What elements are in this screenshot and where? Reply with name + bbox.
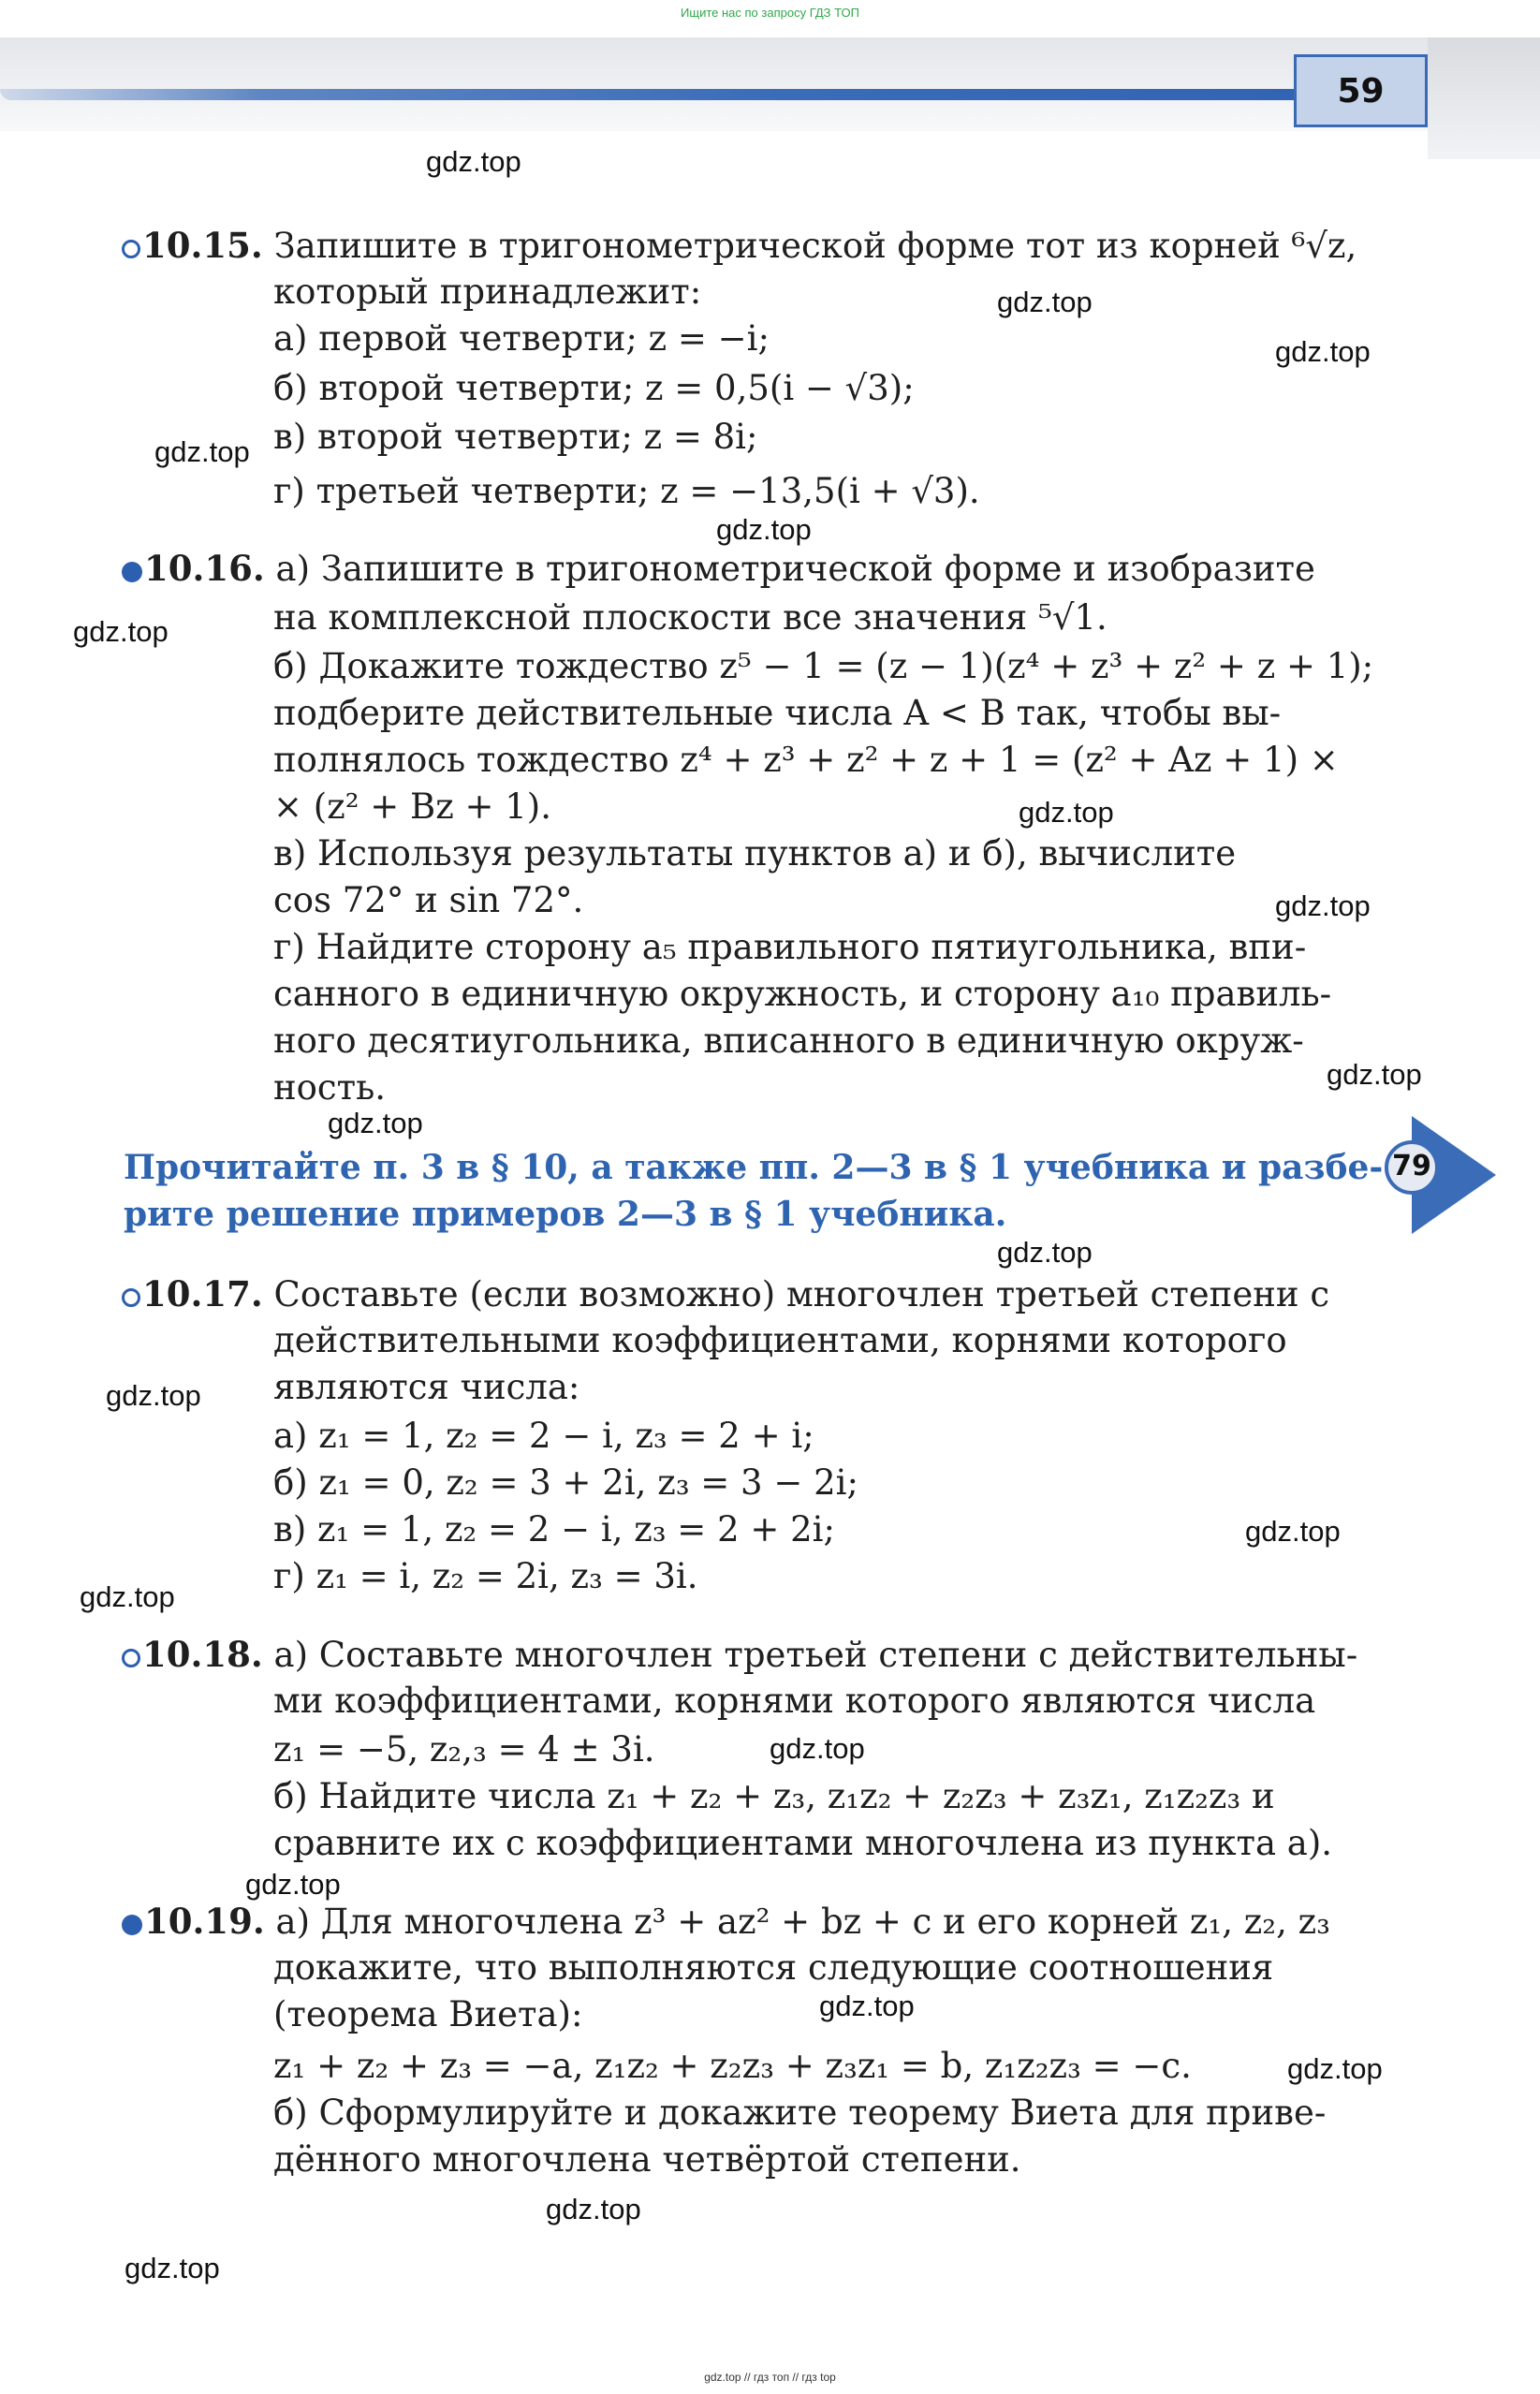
watermark: gdz.top	[245, 1868, 341, 1901]
problem-10-18-line-1	[122, 1634, 1357, 1676]
problem-10-16-line-4: подберите действительные числа A < B так, чтобы вы-	[273, 693, 1282, 733]
reading-note-line-1: Прочитайте п. 3 в § 10, а также пп. 2—3 в § 1 учебника и разбе-	[124, 1148, 1384, 1187]
watermark: gdz.top	[1019, 796, 1114, 829]
problem-10-17-line-3: являются числа:	[273, 1367, 580, 1407]
watermark: gdz.top	[997, 1236, 1093, 1269]
problem-number: 10.15.	[142, 225, 263, 266]
problem-10-16-line-5: полнялось тождество z⁴ + z³ + z² + z + 1 = (z² + Az + 1) ×	[273, 740, 1339, 780]
problem-10-16-line-3: б) Докажите тождество z⁵ − 1 = (z − 1)(z⁴ + z³ + z² + z + 1);	[273, 646, 1374, 686]
watermark: gdz.top	[1287, 2052, 1383, 2085]
problem-number: 10.17.	[142, 1273, 263, 1314]
problem-10-18-line-2: ми коэффициентами, корнями которого являются числа	[273, 1681, 1316, 1721]
problem-10-17-line-2: действительными коэффициентами, корнями которого	[273, 1320, 1287, 1360]
problem-text: Составьте (если возможно) многочлен третьей степени с	[273, 1274, 1330, 1314]
top-banner[interactable]: Ищите нас по запросу ГДЗ ТОП	[681, 6, 859, 20]
side-marker-number: 79	[1392, 1150, 1431, 1182]
problem-text: Запишите в тригонометрической форме тот из корней ⁶√z,	[273, 226, 1357, 266]
problem-10-15-line-2: который принадлежит:	[273, 272, 702, 312]
problem-10-15-item-c: в) второй четверти; z = 8i;	[273, 417, 758, 457]
watermark: gdz.top	[1275, 335, 1371, 368]
reading-note-line-2: рите решение примеров 2—3 в § 1 учебника.	[124, 1195, 1007, 1234]
problem-text: а) Для многочлена z³ + az² + bz + c и его корней z₁, z₂, z₃	[275, 1902, 1330, 1942]
filled-circle-icon	[122, 1915, 142, 1935]
problem-number: 10.16.	[144, 548, 265, 589]
watermark: gdz.top	[80, 1580, 175, 1613]
problem-10-19-line-4: z₁ + z₂ + z₃ = −a, z₁z₂ + z₂z₃ + z₃z₁ = b, z₁z₂z₃ = −c.	[273, 2046, 1192, 2086]
problem-10-19-line-3: (теорема Виета):	[273, 1994, 583, 2034]
watermark: gdz.top	[997, 286, 1093, 318]
watermark: gdz.top	[716, 513, 812, 546]
watermark: gdz.top	[125, 2252, 220, 2284]
watermark: gdz.top	[819, 1990, 915, 2022]
watermark: gdz.top	[770, 1732, 865, 1765]
problem-10-16-line-2: на комплексной плоскости все значения ⁵√1.	[273, 597, 1107, 638]
problem-10-18-line-4: б) Найдите числа z₁ + z₂ + z₃, z₁z₂ + z₂z₃ + z₃z₁, z₁z₂z₃ и	[273, 1776, 1275, 1816]
problem-10-16-line-9: г) Найдите сторону a₅ правильного пятиугольника, впи-	[273, 927, 1307, 967]
watermark: gdz.top	[73, 615, 169, 648]
problem-10-17-item-b: б) z₁ = 0, z₂ = 3 + 2i, z₃ = 3 − 2i;	[273, 1462, 858, 1503]
problem-10-16-line-12: ность.	[273, 1067, 387, 1108]
watermark: gdz.top	[328, 1107, 423, 1139]
open-circle-icon	[122, 1649, 140, 1667]
problem-number: 10.18.	[142, 1634, 263, 1675]
problem-10-17-item-c: в) z₁ = 1, z₂ = 2 − i, z₃ = 2 + 2i;	[273, 1509, 835, 1549]
problem-10-19-line-6: дённого многочлена четвёртой степени.	[273, 2139, 1021, 2180]
problem-10-19-line-2: докажите, что выполняются следующие соотношения	[273, 1947, 1274, 1988]
open-circle-icon	[122, 240, 140, 258]
problem-10-18-line-5: сравните их с коэффициентами многочлена из пункта а).	[273, 1823, 1333, 1863]
problem-10-19-line-1	[122, 1901, 1330, 1943]
watermark: gdz.top	[1275, 889, 1371, 922]
problem-text: а) Запишите в тригонометрической форме и изобразите	[275, 549, 1315, 589]
problem-10-17-item-d: г) z₁ = i, z₂ = 2i, z₃ = 3i.	[273, 1556, 698, 1596]
page-edge-shade	[1428, 37, 1540, 159]
problem-text: а) Составьте многочлен третьей степени с действительны-	[273, 1635, 1358, 1675]
watermark: gdz.top	[154, 435, 250, 468]
side-reference-marker	[1384, 1116, 1496, 1234]
problem-10-16-line-6: × (z² + Bz + 1).	[273, 786, 551, 827]
problem-10-15-item-a: а) первой четверти; z = −i;	[273, 318, 770, 359]
watermark: gdz.top	[106, 1379, 201, 1412]
page-number: 59	[1294, 54, 1428, 127]
bottom-banner[interactable]: gdz.top // гдз топ // гдз top	[704, 2371, 836, 2384]
problem-10-17-item-a: а) z₁ = 1, z₂ = 2 − i, z₃ = 2 + i;	[273, 1416, 814, 1456]
problem-10-16-line-1	[122, 548, 1315, 590]
problem-10-15-item-d: г) третьей четверти; z = −13,5(i + √3).	[273, 471, 980, 511]
header-rule	[0, 89, 1306, 100]
filled-circle-icon	[122, 562, 142, 582]
problem-10-17-line-1	[122, 1273, 1329, 1315]
problem-10-16-line-10: санного в единичную окружность, и сторону a₁₀ правиль-	[273, 974, 1332, 1014]
open-circle-icon	[122, 1288, 140, 1307]
watermark: gdz.top	[1245, 1515, 1341, 1548]
problem-10-16-line-8: cos 72° и sin 72°.	[273, 880, 584, 920]
problem-number: 10.19.	[144, 1901, 265, 1942]
watermark: gdz.top	[546, 2193, 641, 2225]
problem-10-19-line-5: б) Сформулируйте и докажите теорему Виета для приве-	[273, 2093, 1327, 2133]
watermark: gdz.top	[426, 145, 521, 178]
problem-10-15-item-b: б) второй четверти; z = 0,5(i − √3);	[273, 368, 915, 408]
watermark: gdz.top	[1327, 1058, 1422, 1091]
problem-10-15-line-1	[122, 225, 1357, 267]
problem-10-18-line-3: z₁ = −5, z₂,₃ = 4 ± 3i.	[273, 1729, 655, 1770]
problem-10-16-line-7: в) Используя результаты пунктов а) и б), вычислите	[273, 833, 1237, 874]
problem-10-16-line-11: ного десятиугольника, вписанного в единичную окруж-	[273, 1021, 1304, 1061]
